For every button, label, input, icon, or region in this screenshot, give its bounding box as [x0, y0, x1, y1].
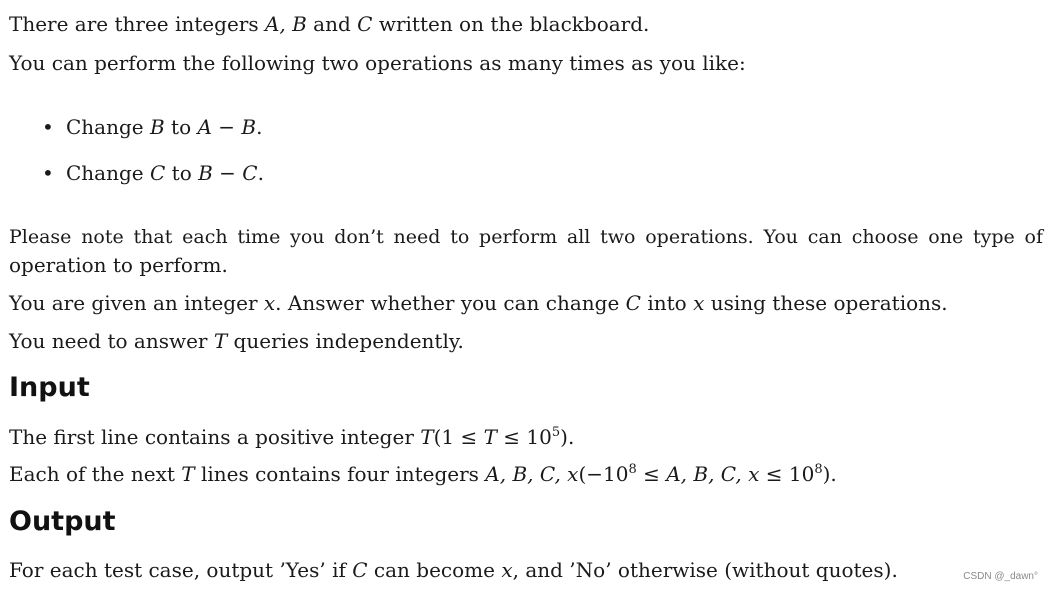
- given-text: You are given an integer: [9, 291, 264, 315]
- operation-item: [66, 114, 262, 140]
- input-line-1: [9, 424, 574, 450]
- math-vars: A, B, C, x: [666, 462, 760, 486]
- math-text: ≤ 10: [759, 462, 815, 486]
- math-text: (1 ≤: [433, 425, 484, 449]
- operation-text: Change: [66, 115, 150, 139]
- math-vars: A, B, C, x: [485, 462, 579, 486]
- queries-text: You need to answer: [9, 329, 214, 353]
- math-var: x: [693, 291, 705, 315]
- csdn-watermark: CSDN @_dawn°: [963, 571, 1038, 582]
- input-line-2: [9, 461, 837, 487]
- operation-text: Change: [66, 161, 150, 185]
- input-text: lines contains four integers: [194, 462, 486, 486]
- given-text: into: [640, 291, 694, 315]
- math-var: x: [501, 558, 513, 582]
- input-heading: Input: [9, 372, 90, 403]
- math-text: (−10: [578, 462, 629, 486]
- math-var: C: [149, 161, 166, 185]
- operation-text: to: [164, 115, 198, 139]
- math-var: x: [263, 291, 276, 315]
- given-text: using these operations.: [704, 291, 948, 315]
- math-var: T: [213, 329, 228, 353]
- math-var: C: [625, 291, 641, 315]
- output-line: [9, 557, 898, 583]
- operation-text: to: [165, 161, 199, 185]
- intro-text: written on the blackboard.: [372, 12, 650, 36]
- intro-line-2: You can perform the following two operations as many times as you like:: [9, 51, 746, 75]
- math-expression: B − C: [198, 161, 258, 185]
- note-line-2: operation to perform.: [9, 253, 228, 277]
- input-text: The first line contains a positive integer: [9, 425, 421, 449]
- operation-text: .: [257, 161, 264, 185]
- operation-text: .: [256, 115, 263, 139]
- intro-text: There are three integers: [9, 12, 265, 36]
- math-var: T: [420, 425, 434, 449]
- bullet-icon: •: [42, 161, 54, 185]
- math-expression: A − B: [197, 115, 257, 139]
- math-text: ≤ 10: [496, 425, 552, 449]
- math-text: ).: [822, 462, 837, 486]
- input-text: Each of the next: [9, 462, 182, 486]
- queries-line: [9, 328, 464, 354]
- output-heading: Output: [9, 506, 116, 537]
- queries-text: queries independently.: [227, 329, 464, 353]
- intro-line-1: [9, 11, 649, 37]
- given-text: . Answer whether you can change: [275, 291, 626, 315]
- math-exponent: 8: [628, 462, 637, 477]
- intro-text: and: [306, 12, 358, 36]
- math-var: T: [181, 462, 195, 486]
- bullet-icon: •: [42, 115, 54, 139]
- note-line-1: Please note that each time you don’t need to perform all two operations. You can choose one type of: [9, 226, 1043, 248]
- operation-item: [66, 160, 264, 186]
- math-var: C: [352, 558, 368, 582]
- output-text: can become: [367, 558, 502, 582]
- math-var: B: [149, 115, 165, 139]
- math-text: ).: [560, 425, 575, 449]
- output-text: , and ’No’ otherwise (without quotes).: [512, 558, 898, 582]
- math-text: ≤: [636, 462, 667, 486]
- math-vars: A, B: [264, 12, 307, 36]
- math-var: C: [357, 12, 373, 36]
- given-line: [9, 290, 948, 316]
- math-exponent: 8: [814, 462, 823, 477]
- math-var: T: [483, 425, 497, 449]
- math-exponent: 5: [551, 425, 561, 440]
- output-text: For each test case, output ’Yes’ if: [9, 558, 353, 582]
